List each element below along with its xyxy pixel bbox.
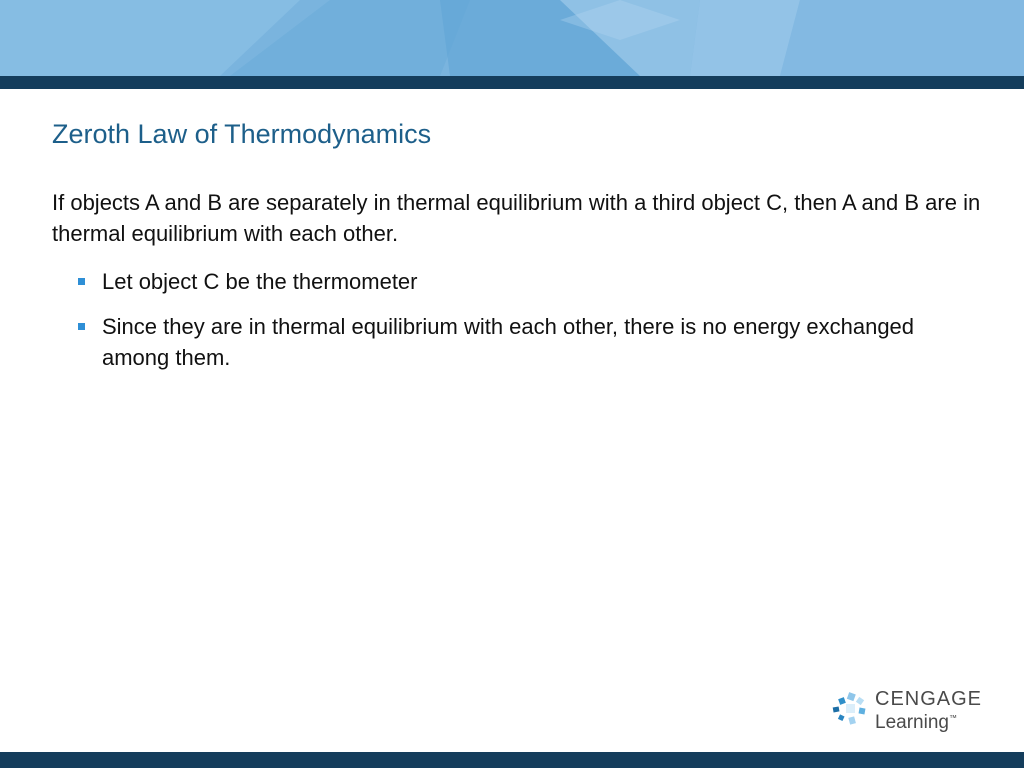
cengage-learning-logo — [830, 688, 990, 740]
header-banner — [0, 0, 1024, 76]
bullet-item — [76, 311, 956, 373]
header-rule — [0, 76, 1024, 89]
cengage-burst-icon — [830, 690, 870, 730]
logo-brand-subname — [875, 712, 957, 734]
body-paragraph: If objects A and B are separately in thermal equilibrium with a third object C, then A and B are in thermal equilibrium with each other. — [52, 190, 981, 246]
bullet-list — [76, 266, 956, 387]
trademark-mark: ™ — [948, 713, 957, 723]
slide-title: Zeroth Law of Thermodynamics — [52, 119, 432, 149]
square-bullet-icon — [78, 323, 85, 330]
bullet-text: Let object C be the thermometer — [102, 269, 418, 294]
bullet-item — [76, 266, 956, 297]
square-bullet-icon — [78, 278, 85, 285]
footer-rule — [0, 752, 1024, 768]
logo-subname-text: Learning — [875, 712, 949, 733]
banner-pattern — [0, 0, 1024, 76]
bullet-text: Since they are in thermal equilibrium with each other, there is no energy exchanged among them. — [102, 314, 915, 370]
logo-brand-name: CENGAGE — [875, 688, 983, 710]
